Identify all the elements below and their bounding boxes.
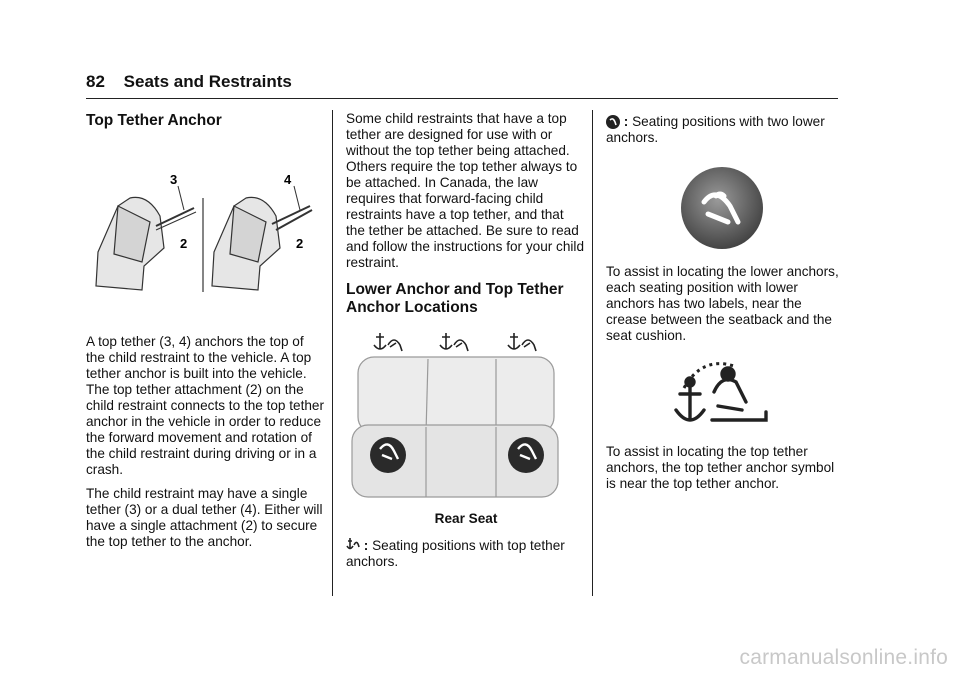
header-rule	[86, 98, 838, 99]
restraint-paragraph: Some child restraints that have a top tether are designed for use with or without the top tether being attached. Others require the top tether always to be attached. In Canada, the law requires that forward-facing child restraints have a top tether, and that the tether be attached. Be sure to read and follow the instructions for your child restraint.	[346, 111, 585, 270]
column-divider-2	[592, 110, 593, 596]
tether-figure	[86, 166, 326, 304]
lower-anchor-icon	[606, 115, 620, 129]
lower-anchor-label-icon	[606, 166, 846, 250]
tether-paragraph-1: A top tether (3, 4) anchors the top of the child restraint to the vehicle. A top tether anchor is built into the vehicle. The top tether attachment (2) on the child restraint connects to the top tether anchor in the vehicle in order to reduce the forward movement and rotation of the child restraint during driving or in a crash.	[86, 334, 325, 477]
legend-separator: :	[623, 114, 629, 129]
lower-anchor-icon	[508, 437, 544, 473]
legend-text: Seating positions with top tether anchors.	[346, 538, 565, 569]
column-1	[86, 112, 326, 558]
top-tether-paragraph: To assist in locating the top tether anchors, the top tether anchor symbol is near the top tether anchor.	[606, 444, 835, 491]
column-2	[346, 111, 586, 578]
page-header	[86, 72, 292, 92]
seatback	[358, 357, 554, 433]
figure-caption: Rear Seat	[434, 511, 498, 526]
figure-label: 2	[296, 236, 304, 251]
anchor-locations-heading: Lower Anchor and Top Tether Anchor Locations	[346, 281, 564, 316]
callout-line	[294, 186, 300, 210]
lower-anchor-icon	[370, 437, 406, 473]
top-tether-icon	[440, 333, 468, 351]
watermark: carmanualsonline.info	[739, 646, 948, 669]
top-tether-icon	[374, 333, 402, 351]
section-title: Seats and Restraints	[123, 72, 292, 91]
lower-anchor-paragraph: To assist in locating the lower anchors, each seating position with lower anchors has two labels, near the crease between the seatback and the seat cushion.	[606, 264, 839, 343]
column-divider-1	[332, 110, 333, 596]
tether-paragraph-2: The child restraint may have a single tether (3) or a dual tether (4). Either will have a single attachment (2) to secure the top tether to the anchor.	[86, 486, 323, 549]
tether-legend	[346, 537, 586, 570]
rear-seat-figure	[346, 327, 566, 505]
top-tether-symbol	[606, 358, 846, 434]
figure-label: 2	[180, 236, 188, 251]
legend-text: Seating positions with two lower anchors.	[606, 114, 825, 145]
column-3	[606, 114, 846, 500]
legend-separator: :	[363, 538, 369, 553]
top-tether-icon	[508, 333, 536, 351]
callout-line	[178, 186, 184, 210]
figure-label: 3	[170, 172, 178, 187]
lower-anchor-legend	[606, 114, 846, 146]
figure-label: 4	[284, 172, 292, 187]
top-tether-heading: Top Tether Anchor	[86, 112, 222, 129]
top-tether-icon	[346, 537, 360, 553]
page-number: 82	[86, 72, 105, 91]
